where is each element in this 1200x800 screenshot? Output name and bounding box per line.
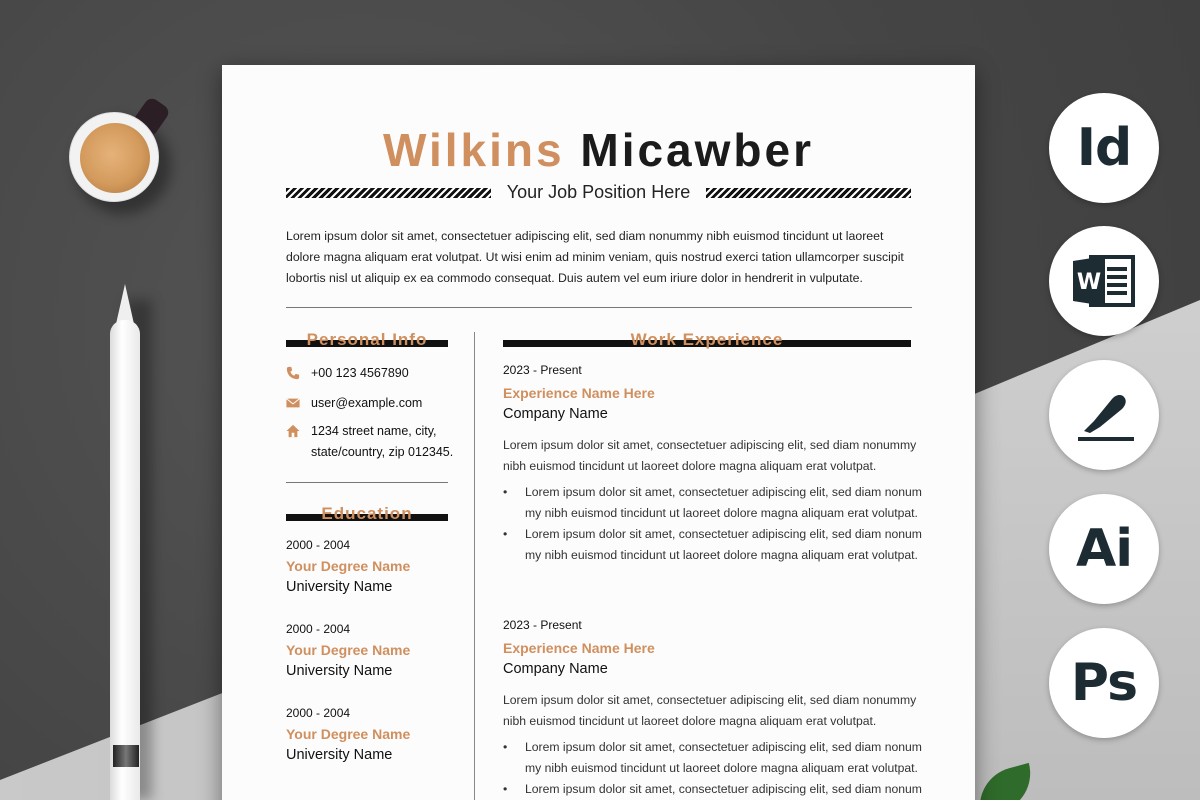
degree-name: Your Degree Name: [286, 726, 411, 742]
university-name: University Name: [286, 747, 393, 763]
coffee: [80, 123, 150, 193]
work-experience-item: [503, 363, 923, 566]
phone-row: [286, 363, 456, 385]
job-position: Your Job Position Here: [506, 182, 691, 202]
word-glyph: [1071, 253, 1137, 309]
education-years: 2000 - 2004: [286, 538, 351, 552]
heading-label: Work Experience: [630, 330, 784, 349]
education-item: [286, 538, 466, 595]
indesign-label: Id: [1076, 118, 1132, 178]
education-item: [286, 706, 466, 763]
degree-name: Your Degree Name: [286, 558, 411, 574]
summary-text: Lorem ipsum dolor sit amet, consectetuer adipiscing elit, sed diam nonummy nibh euismod tincidunt ut laoreet dolore magna aliquam erat volutpat. Ut wisi enim ad minim veniam, quis nostrud exerci tation ullamcorper suscipit lobortis nisl ut aliquip ex ea commodo consequat. Duis autem vel eum iriure dolor in hendrerit in vulputate.: [286, 229, 904, 285]
word-icon: [1049, 226, 1159, 336]
work-experience-heading: [503, 330, 911, 350]
work-experience-item: [503, 618, 923, 800]
company-name: Company Name: [503, 406, 608, 422]
company-name: Company Name: [503, 661, 608, 677]
bullet-item: • Lorem ipsum dolor sit amet, consectetuer adipiscing elit, sed diam nonum my nibh euismod tincidunt ut laoreet dolore magna aliquam erat volutpat.: [503, 482, 923, 524]
experience-title: Experience Name Here: [503, 385, 655, 401]
illustrator-icon: [1049, 494, 1159, 604]
bullet-item: • Lorem ipsum dolor sit amet, consectetuer adipiscing elit, sed diam nonum my nibh euismod tincidunt ut laoreet dolore magna aliquam erat volutpat.: [503, 524, 923, 566]
education-item: [286, 622, 466, 679]
photoshop-label: Ps: [1070, 653, 1138, 713]
pen-band: [113, 745, 139, 767]
address-row: [286, 421, 456, 465]
education-years: 2000 - 2004: [286, 706, 351, 720]
pen-tip: [116, 284, 134, 324]
mail-icon: [286, 396, 300, 410]
street-address: 1234 street name, city, state/country, zip 012345.: [311, 424, 454, 459]
summary-divider: [286, 307, 912, 308]
personal-info-divider: [286, 482, 448, 483]
first-name: Wilkins: [382, 124, 565, 176]
pen-glyph: [1072, 385, 1136, 445]
word-letter: W: [1076, 270, 1102, 295]
pen-tool-icon: [1049, 360, 1159, 470]
university-name: University Name: [286, 663, 393, 679]
work-years: 2023 - Present: [503, 618, 582, 632]
phone-number: +00 123 4567890: [311, 366, 409, 380]
experience-title: Experience Name Here: [503, 640, 655, 656]
bullet-item: • Lorem ipsum dolor sit amet, consectetuer adipiscing elit, sed diam nonum my nibh euismod tincidunt ut laoreet dolore magna aliquam erat volutpat.: [503, 737, 923, 779]
job-position-row: [286, 182, 911, 206]
resume-name: [222, 123, 975, 177]
phone-icon: [286, 366, 300, 380]
bullet-item: • Lorem ipsum dolor sit amet, consectetuer adipiscing elit, sed diam nonum: [503, 779, 923, 800]
education-years: 2000 - 2004: [286, 622, 351, 636]
experience-description: Lorem ipsum dolor sit amet, consectetuer adipiscing elit, sed diam nonummy nibh euismod tincidunt ut laoreet dolore magna aliquam erat volutpat.: [503, 438, 917, 473]
experience-bullets: [503, 482, 923, 566]
heading-label: Personal Info: [306, 330, 428, 349]
email-row: [286, 393, 456, 415]
degree-name: Your Degree Name: [286, 642, 411, 658]
experience-bullets: [503, 737, 923, 800]
home-icon: [286, 424, 300, 438]
stylus-pen: [110, 320, 140, 800]
heading-label: Education: [321, 504, 413, 523]
personal-info-heading: [286, 330, 448, 350]
column-divider: [474, 332, 475, 800]
illustrator-label: Ai: [1075, 519, 1133, 579]
education-heading: [286, 504, 448, 524]
university-name: University Name: [286, 579, 393, 595]
experience-description: Lorem ipsum dolor sit amet, consectetuer adipiscing elit, sed diam nonummy nibh euismod tincidunt ut laoreet dolore magna aliquam erat volutpat.: [503, 693, 917, 728]
work-years: 2023 - Present: [503, 363, 582, 377]
indesign-icon: [1049, 93, 1159, 203]
email-address: user@example.com: [311, 396, 423, 410]
last-name: Micawber: [580, 124, 815, 176]
resume-paper: [222, 65, 975, 800]
photoshop-icon: [1049, 628, 1159, 738]
coffee-cup: [69, 112, 159, 202]
